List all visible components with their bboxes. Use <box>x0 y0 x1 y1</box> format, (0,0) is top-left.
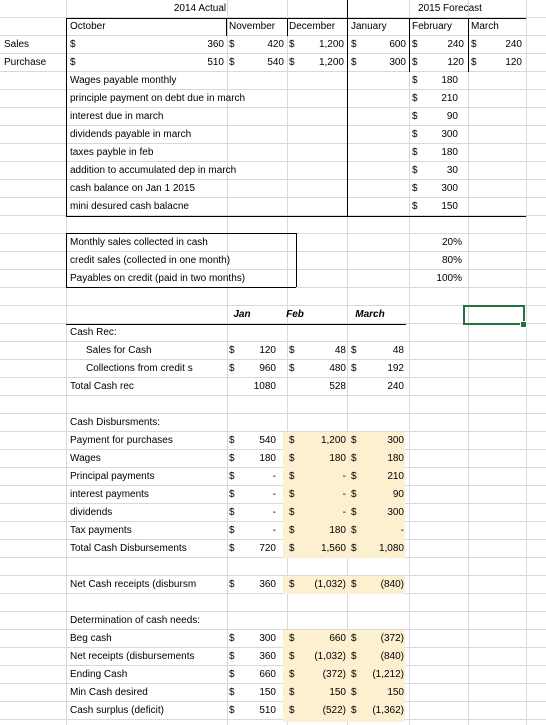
assumption-value: 300 <box>441 183 458 194</box>
percentage-label: Payables on credit (paid in two months) <box>70 273 246 284</box>
section-title: Cash Disbursments: <box>70 417 161 428</box>
percentage-value: 100% <box>436 273 462 284</box>
sales-value: 360 <box>207 39 224 50</box>
currency-symbol: $ <box>229 57 235 68</box>
currency-symbol: $ <box>229 489 235 500</box>
currency-symbol: $ <box>229 525 235 536</box>
assumption-value: 90 <box>446 111 458 122</box>
currency-symbol: $ <box>351 363 357 374</box>
selected-cell[interactable] <box>463 305 525 325</box>
forecast-header: 2015 Forecast <box>418 3 482 14</box>
currency-symbol: $ <box>412 39 418 50</box>
currency-symbol: $ <box>289 453 295 464</box>
purchase-value: 300 <box>389 57 406 68</box>
currency-symbol: $ <box>412 147 418 158</box>
jan-value: 300 <box>259 633 276 644</box>
currency-symbol: $ <box>229 453 235 464</box>
mar-value: 1,080 <box>378 543 404 554</box>
currency-symbol: $ <box>471 57 477 68</box>
row-label: Total Cash Disbursements <box>70 543 187 554</box>
month-header: February <box>412 21 453 32</box>
sales-value: 1,200 <box>318 39 344 50</box>
sales-value: 240 <box>505 39 522 50</box>
jan-value: 120 <box>259 345 276 356</box>
feb-value: 660 <box>329 633 346 644</box>
feb-value: 528 <box>329 381 346 392</box>
assumption-label: principle payment on debt due in march <box>70 93 246 104</box>
currency-symbol: $ <box>412 75 418 86</box>
mar-value: 210 <box>387 471 404 482</box>
purchase-value: 540 <box>267 57 284 68</box>
currency-symbol: $ <box>289 705 295 716</box>
currency-symbol: $ <box>229 633 235 644</box>
jan-value: 720 <box>259 543 276 554</box>
currency-symbol: $ <box>412 165 418 176</box>
currency-symbol: $ <box>351 669 357 680</box>
currency-symbol: $ <box>70 39 76 50</box>
section-title: Cash Rec: <box>70 327 117 338</box>
assumption-value: 300 <box>441 129 458 140</box>
currency-symbol: $ <box>351 651 357 662</box>
fill-handle[interactable] <box>520 321 527 328</box>
mar-value: (1,212) <box>372 669 404 680</box>
row-label: Sales for Cash <box>86 345 152 356</box>
assumption-label: taxes payble in feb <box>70 147 154 158</box>
assumption-label: mini desured cash balacne <box>70 201 189 212</box>
purchase-label: Purchase <box>4 57 47 68</box>
currency-symbol: $ <box>289 507 295 518</box>
assumption-value: 150 <box>441 201 458 212</box>
mar-value: (372) <box>380 633 404 644</box>
currency-symbol: $ <box>412 183 418 194</box>
feb-value: 150 <box>329 687 346 698</box>
currency-symbol: $ <box>229 669 235 680</box>
row-label: Tax payments <box>70 525 132 536</box>
assumption-label: dividends payable in march <box>70 129 192 140</box>
currency-symbol: $ <box>289 687 295 698</box>
month-header: October <box>70 21 106 32</box>
currency-symbol: $ <box>229 687 235 698</box>
currency-symbol: $ <box>229 471 235 482</box>
feb-value: 180 <box>329 525 346 536</box>
feb-value: (1,032) <box>314 579 346 590</box>
row-label: Net receipts (disbursements <box>70 651 195 662</box>
currency-symbol: $ <box>289 543 295 554</box>
mar-value: 150 <box>387 687 404 698</box>
feb-value: 1,560 <box>320 543 346 554</box>
month-header: December <box>289 21 336 32</box>
currency-symbol: $ <box>289 57 295 68</box>
assumption-label: addition to accumulated dep in march <box>70 165 237 176</box>
currency-symbol: $ <box>289 669 295 680</box>
currency-symbol: $ <box>229 363 235 374</box>
currency-symbol: $ <box>289 39 295 50</box>
mar-value: - <box>400 525 404 536</box>
currency-symbol: $ <box>351 471 357 482</box>
percentage-value: 80% <box>441 255 462 266</box>
mar-value: 192 <box>387 363 404 374</box>
month-header: January <box>351 21 387 32</box>
currency-symbol: $ <box>351 345 357 356</box>
feb-value: 180 <box>329 453 346 464</box>
row-label: Beg cash <box>70 633 112 644</box>
row-label: Collections from credit s <box>86 363 193 374</box>
currency-symbol: $ <box>289 489 295 500</box>
currency-symbol: $ <box>351 579 357 590</box>
row-label: interest payments <box>70 489 149 500</box>
currency-symbol: $ <box>412 201 418 212</box>
assumption-value: 180 <box>441 75 458 86</box>
month-header: November <box>229 21 276 32</box>
currency-symbol: $ <box>289 525 295 536</box>
row-label: Total Cash rec <box>70 381 134 392</box>
currency-symbol: $ <box>229 651 235 662</box>
currency-symbol: $ <box>289 471 295 482</box>
jan-value: 150 <box>259 687 276 698</box>
currency-symbol: $ <box>229 579 235 590</box>
currency-symbol: $ <box>289 633 295 644</box>
feb-value: 1,200 <box>320 435 346 446</box>
currency-symbol: $ <box>351 435 357 446</box>
assumption-label: interest due in march <box>70 111 164 122</box>
currency-symbol: $ <box>351 507 357 518</box>
currency-symbol: $ <box>412 93 418 104</box>
currency-symbol: $ <box>351 453 357 464</box>
jan-value: 360 <box>259 579 276 590</box>
currency-symbol: $ <box>351 39 357 50</box>
assumption-label: Wages payable monthly <box>70 75 177 86</box>
row-label: Ending Cash <box>70 669 128 680</box>
row-label: Min Cash desired <box>70 687 148 698</box>
mar-value: 240 <box>387 381 404 392</box>
purchase-value: 1,200 <box>318 57 344 68</box>
mar-value: (840) <box>380 579 404 590</box>
feb-value: 48 <box>334 345 346 356</box>
currency-symbol: $ <box>229 705 235 716</box>
jan-value: - <box>272 525 276 536</box>
currency-symbol: $ <box>351 525 357 536</box>
percentage-value: 20% <box>441 237 462 248</box>
purchase-value: 120 <box>447 57 464 68</box>
feb-value: (1,032) <box>314 651 346 662</box>
currency-symbol: $ <box>229 507 235 518</box>
jan-value: - <box>272 471 276 482</box>
currency-symbol: $ <box>351 543 357 554</box>
currency-symbol: $ <box>351 687 357 698</box>
jan-value: 660 <box>259 669 276 680</box>
feb-value: 480 <box>329 363 346 374</box>
currency-symbol: $ <box>351 705 357 716</box>
currency-symbol: $ <box>289 345 295 356</box>
currency-symbol: $ <box>412 129 418 140</box>
row-label: Wages <box>70 453 101 464</box>
row-label: Net Cash receipts (disbursm <box>70 579 197 590</box>
currency-symbol: $ <box>289 651 295 662</box>
actual-header: 2014 Actual <box>173 3 227 14</box>
jan-value: 180 <box>259 453 276 464</box>
assumption-value: 210 <box>441 93 458 104</box>
currency-symbol: $ <box>412 111 418 122</box>
mar-value: (1,362) <box>372 705 404 716</box>
section-title: Determination of cash needs: <box>70 615 201 626</box>
mar-value: 300 <box>387 435 404 446</box>
sales-value: 600 <box>389 39 406 50</box>
percentage-label: credit sales (collected in one month) <box>70 255 231 266</box>
currency-symbol: $ <box>289 579 295 590</box>
currency-symbol: $ <box>229 543 235 554</box>
currency-symbol: $ <box>412 57 418 68</box>
currency-symbol: $ <box>70 57 76 68</box>
feb-value: - <box>342 489 346 500</box>
currency-symbol: $ <box>289 435 295 446</box>
currency-symbol: $ <box>351 489 357 500</box>
jan-value: - <box>272 507 276 518</box>
currency-symbol: $ <box>229 39 235 50</box>
row-label: Principal payments <box>70 471 155 482</box>
jan-value: 540 <box>259 435 276 446</box>
assumption-value: 180 <box>441 147 458 158</box>
sales-label: Sales <box>4 39 30 50</box>
currency-symbol: $ <box>351 633 357 644</box>
currency-symbol: $ <box>351 57 357 68</box>
feb-value: (372) <box>322 669 346 680</box>
sales-value: 240 <box>447 39 464 50</box>
jan-value: 510 <box>259 705 276 716</box>
feb-header: Feb <box>286 309 304 320</box>
percentage-label: Monthly sales collected in cash <box>70 237 208 248</box>
jan-value: 1080 <box>253 381 276 392</box>
currency-symbol: $ <box>229 345 235 356</box>
row-label: Cash surplus (deficit) <box>70 705 164 716</box>
month-header: March <box>471 21 499 32</box>
purchase-value: 510 <box>207 57 224 68</box>
row-label: dividends <box>70 507 113 518</box>
currency-symbol: $ <box>471 39 477 50</box>
purchase-value: 120 <box>505 57 522 68</box>
jan-value: 960 <box>259 363 276 374</box>
mar-value: 180 <box>387 453 404 464</box>
mar-value: 90 <box>392 489 404 500</box>
feb-value: (522) <box>322 705 346 716</box>
jan-header: Jan <box>233 309 251 320</box>
jan-value: - <box>272 489 276 500</box>
assumption-label: cash balance on Jan 1 2015 <box>70 183 196 194</box>
mar-value: 48 <box>392 345 404 356</box>
currency-symbol: $ <box>229 435 235 446</box>
jan-value: 360 <box>259 651 276 662</box>
row-label: Payment for purchases <box>70 435 173 446</box>
mar-value: 300 <box>387 507 404 518</box>
feb-value: - <box>342 471 346 482</box>
mar-value: (840) <box>380 651 404 662</box>
assumption-value: 30 <box>446 165 458 176</box>
currency-symbol: $ <box>289 363 295 374</box>
feb-value: - <box>342 507 346 518</box>
march-header: March <box>355 309 385 320</box>
sales-value: 420 <box>267 39 284 50</box>
